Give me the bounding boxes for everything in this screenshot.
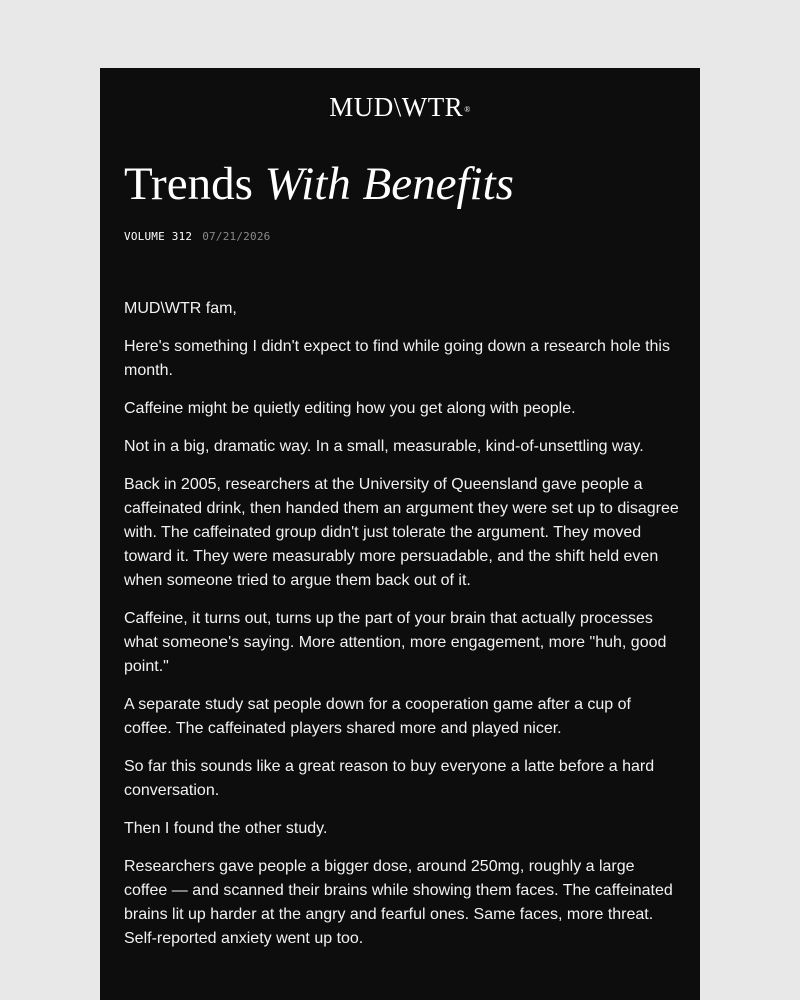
logo-text: MUD\WTR <box>329 92 464 122</box>
newsletter-title <box>124 156 514 212</box>
registered-mark: ® <box>464 105 471 114</box>
paragraph: So far this sounds like a great reason to buy everyone a latte before a hard conversation. <box>124 758 655 799</box>
paragraph: Caffeine might be quietly editing how you get along with people. <box>124 400 576 417</box>
mudwtr-logo[interactable] <box>100 92 700 122</box>
email-body <box>124 297 680 965</box>
paragraph: Then I found the other study. <box>124 820 328 837</box>
issue-meta <box>124 230 270 244</box>
greeting: MUD\WTR fam, <box>124 300 237 317</box>
issue-date: 07/21/2026 <box>202 230 271 243</box>
paragraph: A separate study sat people down for a cooperation game after a cup of coffee. The caffeinated players shared more and played nicer. <box>124 696 631 737</box>
title-plain: Trends <box>124 158 253 210</box>
paragraph: Here's something I didn't expect to find while going down a research hole this month. <box>124 338 670 379</box>
paragraph: Researchers gave people a bigger dose, around 250mg, roughly a large coffee — and scanned their brains while showing them faces. The caffeinated brains lit up harder at the angry and fearful ones. Same faces, more threat. Self-reported anxiety went up too. <box>124 858 673 947</box>
paragraph: Back in 2005, researchers at the University of Queensland gave people a caffeinated drink, then handed them an argument they were set up to disagree with. The caffeinated group didn't just tolerate the argument. They moved toward it. They were measurably more persuadable, and the shift held even when someone tried to argue them back out of it. <box>124 476 679 589</box>
paragraph: Not in a big, dramatic way. In a small, measurable, kind-of-unsettling way. <box>124 438 644 455</box>
title-italic: With Benefits <box>264 158 514 210</box>
paragraph: Caffeine, it turns out, turns up the part of your brain that actually processes what someone's saying. More attention, more engagement, more "huh, good point." <box>124 610 667 675</box>
newsletter-email <box>100 68 700 1000</box>
volume-label: VOLUME 312 <box>124 230 193 243</box>
